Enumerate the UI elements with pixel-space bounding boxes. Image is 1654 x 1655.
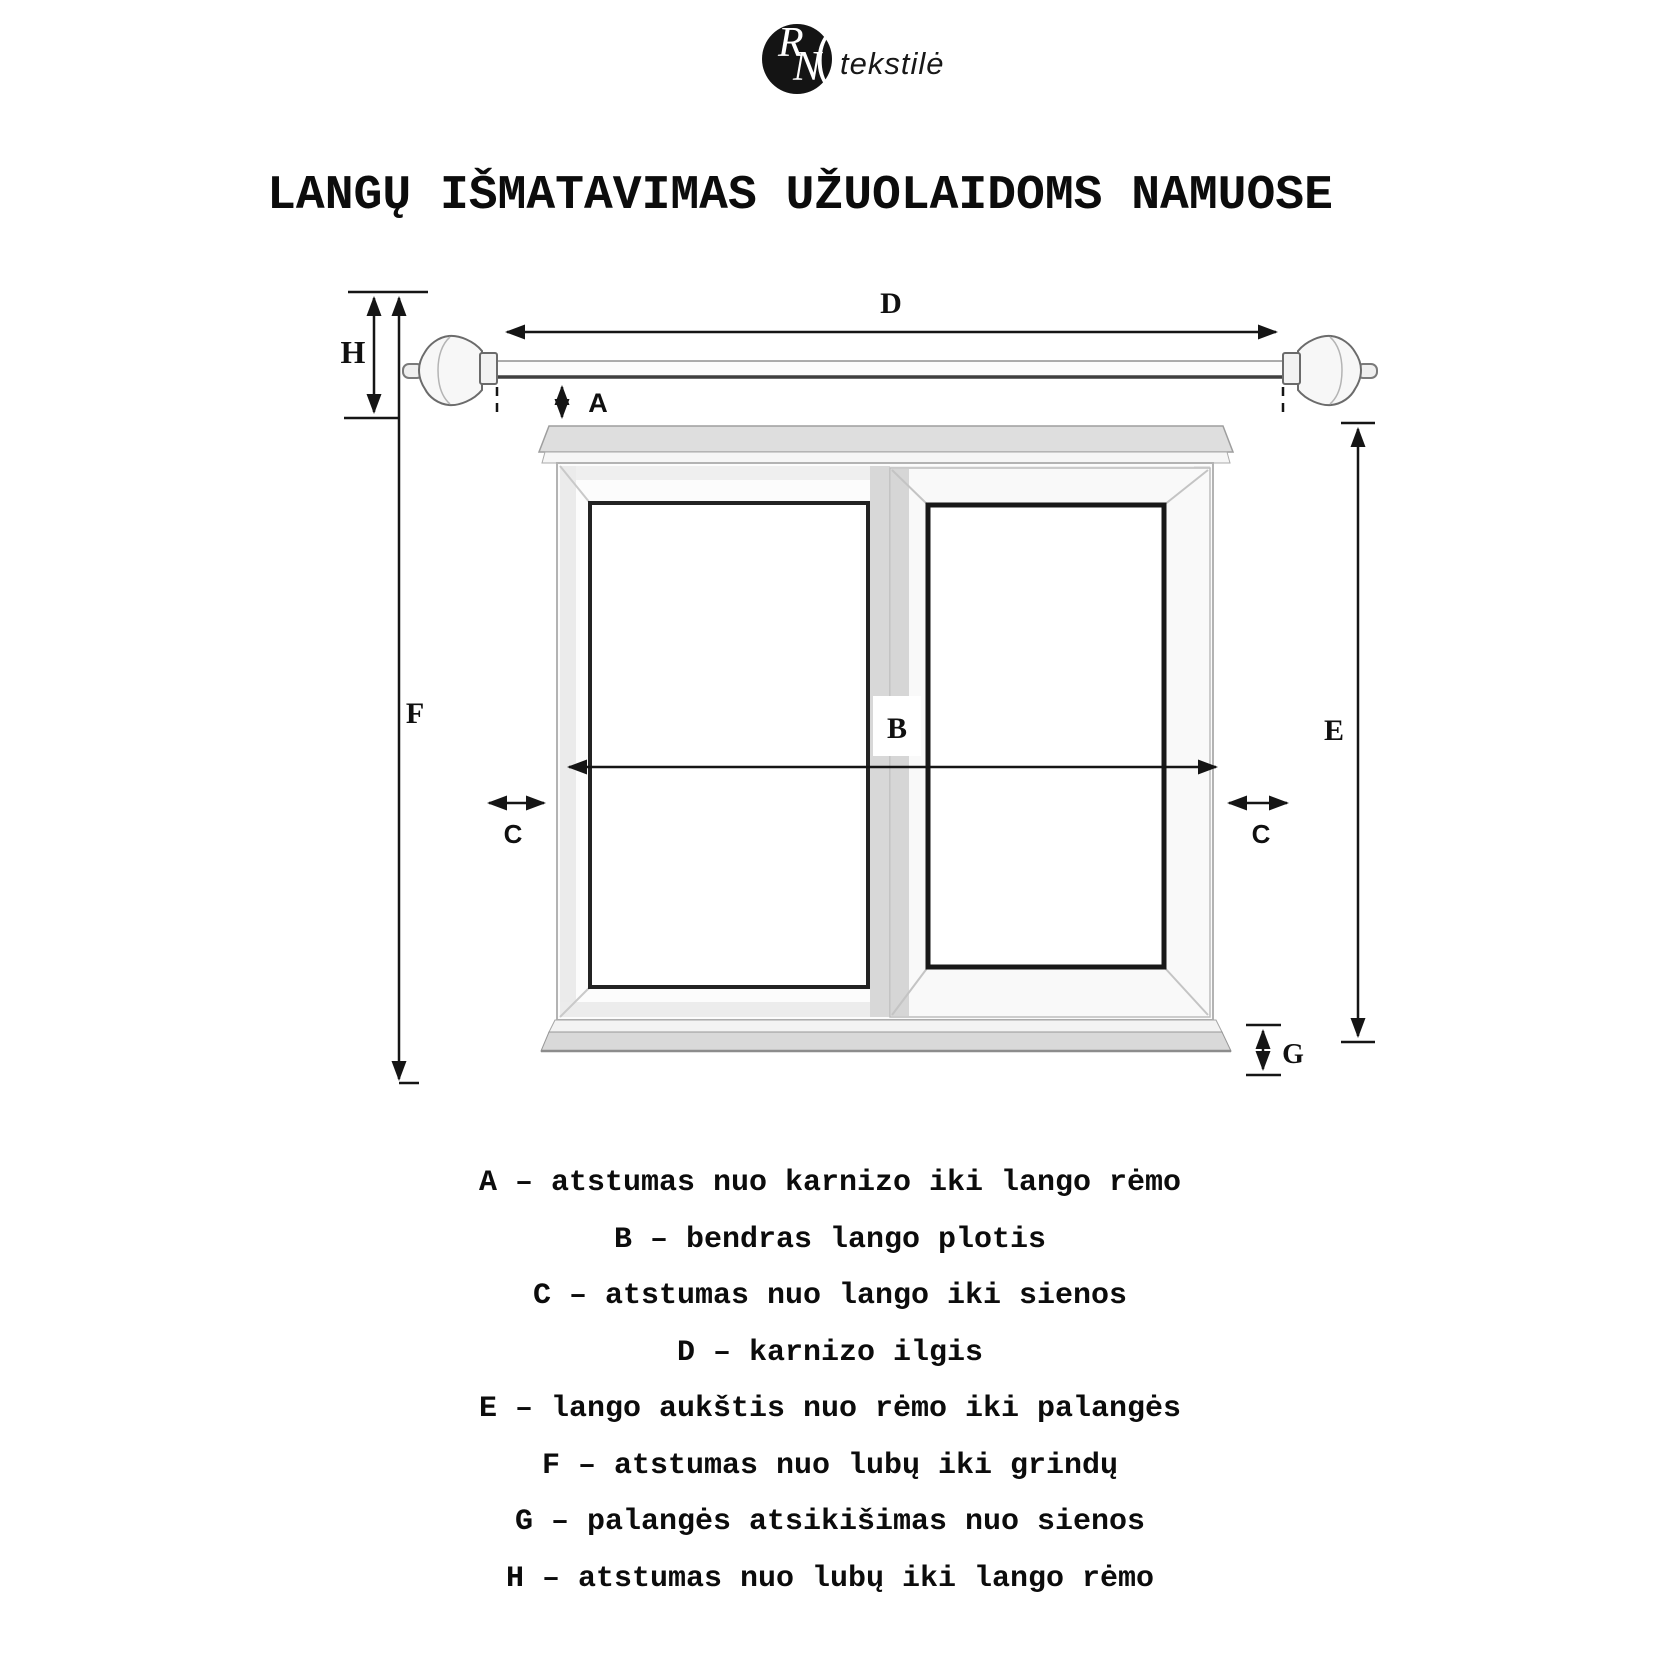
rod-bar [495, 361, 1285, 377]
page-title: LANGŲ IŠMATAVIMAS UŽUOLAIDOMS NAMUOSE [267, 169, 1333, 223]
window-sill-face [541, 1032, 1231, 1051]
legend-item-f: F – atstumas nuo lubų iki grindų [541, 1448, 1119, 1483]
dimension-d [497, 287, 1283, 413]
curtain-rod [403, 336, 1377, 405]
legend-item-g: G – palangės atsikišimas nuo sienos [514, 1505, 1146, 1539]
left-glass-pane [590, 503, 868, 987]
window-cornice-lower [542, 452, 1230, 463]
dimension-f [399, 298, 424, 1083]
logo-letter-r: R [778, 20, 804, 66]
legend-item-e: E – lango aukštis nuo rėmo iki palangės [478, 1392, 1182, 1426]
legend-item-b: B – bendras lango plotis [613, 1222, 1047, 1257]
dimension-h-label: H [340, 334, 366, 370]
dimension-a [562, 387, 608, 418]
dimension-h [341, 292, 428, 418]
rod-finial-left [403, 336, 497, 405]
dimension-c-left [489, 803, 544, 849]
window-cornice [539, 426, 1233, 452]
window-sill-top [549, 1020, 1222, 1032]
legend-item-h: H – atstumas nuo lubų iki lango rėmo [505, 1561, 1155, 1596]
dimension-c-right-label: C [1251, 819, 1271, 849]
rod-finial-right [1283, 336, 1377, 405]
dimension-e [1324, 423, 1375, 1042]
dimension-b-label: B [886, 712, 908, 745]
dimension-g [1246, 1025, 1304, 1075]
logo-letter-n: N [793, 44, 822, 90]
logo-wordmark: tekstilė [840, 46, 945, 81]
logo-bracket: ( [814, 24, 830, 87]
dimension-e-label: E [1323, 714, 1345, 747]
legend-item-d: D – karnizo ilgis [676, 1335, 984, 1370]
dimension-c-left-label: C [503, 819, 523, 849]
dimension-g-label: G [1282, 1039, 1304, 1070]
frame-left-jamb-shade [560, 466, 576, 1017]
right-glass-pane [928, 505, 1164, 967]
dimension-f-label: F [405, 697, 425, 730]
dimension-d-label: D [880, 287, 902, 320]
legend [0, 1155, 1654, 1607]
legend-item-a: A – atstumas nuo karnizo iki lango rėmo [478, 1166, 1182, 1200]
dimension-c-right [1229, 803, 1287, 849]
legend-item-c: C – atstumas nuo lango iki sienos [532, 1279, 1128, 1313]
dimension-a-label: A [588, 388, 608, 418]
